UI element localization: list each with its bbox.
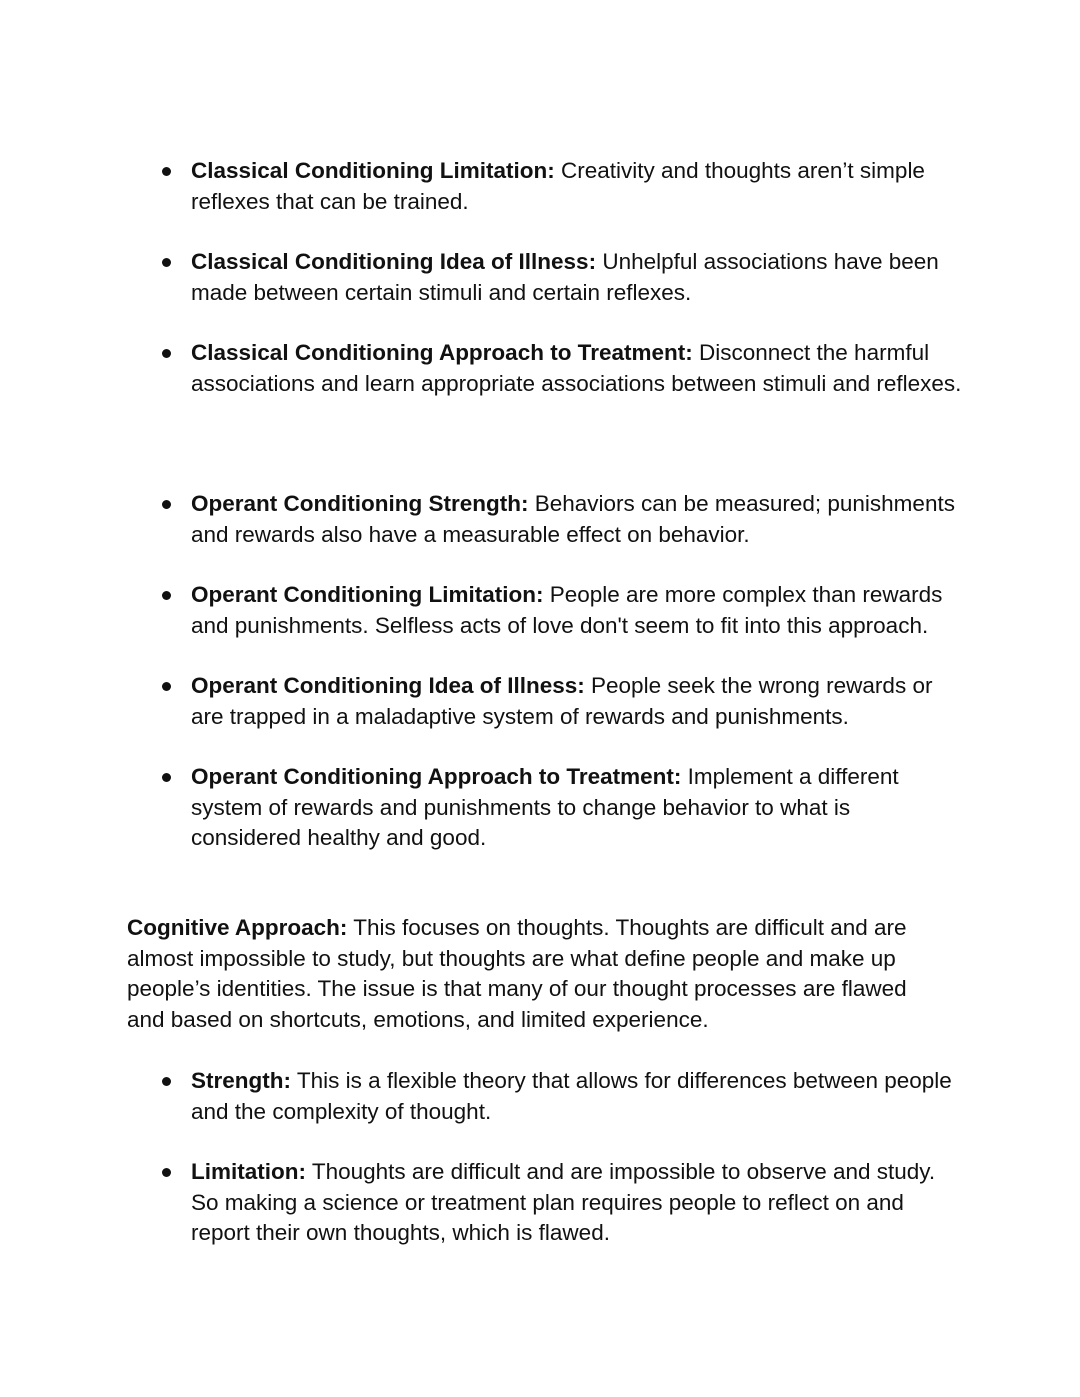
list-item — [162, 1157, 962, 1249]
bullet-icon — [162, 1168, 171, 1177]
list-item — [162, 580, 962, 641]
list-item — [162, 247, 962, 308]
item-text: This is a flexible theory that allows for differences between people and the complexity of thought. — [191, 1068, 952, 1124]
bullet-icon — [162, 500, 171, 509]
list-item — [162, 762, 962, 854]
list-item — [162, 338, 962, 399]
bullet-icon — [162, 773, 171, 782]
item-text: Disconnect the harmful associations and learn appropriate associations between stimuli and reflexes. — [191, 340, 962, 396]
item-text: Unhelpful associations have been made between certain stimuli and certain reflexes. — [191, 249, 939, 305]
paragraph-term: Cognitive Approach: — [127, 915, 348, 940]
list-item — [162, 1066, 962, 1127]
list-item — [162, 156, 962, 217]
bullet-icon — [162, 591, 171, 600]
item-text: People are more complex than rewards and punishments. Selfless acts of love don't seem to fit into this approach. — [191, 582, 943, 638]
list-item — [162, 671, 962, 732]
classical-conditioning-list — [162, 156, 962, 399]
item-term: Strength: — [191, 1068, 291, 1093]
item-term: Operant Conditioning Approach to Treatment: — [191, 764, 682, 789]
item-term: Operant Conditioning Idea of Illness: — [191, 673, 585, 698]
item-term: Classical Conditioning Idea of Illness: — [191, 249, 597, 274]
paragraph-text: This focuses on thoughts. Thoughts are difficult and are almost impossible to study, but thoughts are what define people and make up people’s identities. The issue is that many of our thought processes are flawed and based on shortcuts, emotions, and limited experience. — [127, 915, 907, 1032]
bullet-icon — [162, 1077, 171, 1086]
bullet-icon — [162, 167, 171, 176]
item-term: Limitation: — [191, 1159, 306, 1184]
item-text: Behaviors can be measured; punishments and rewards also have a measurable effect on behavior. — [191, 491, 955, 547]
item-text: Creativity and thoughts aren’t simple reflexes that can be trained. — [191, 158, 925, 214]
cognitive-list — [162, 1066, 962, 1249]
list-item — [162, 489, 962, 550]
operant-conditioning-list — [162, 489, 962, 854]
item-text: Implement a different system of rewards and punishments to change behavior to what is considered healthy and good. — [191, 764, 899, 850]
item-text: Thoughts are difficult and are impossible to observe and study. So making a science or treatment plan requires people to reflect on and report their own thoughts, which is flawed. — [191, 1159, 936, 1245]
item-text: People seek the wrong rewards or are trapped in a maladaptive system of rewards and punishments. — [191, 673, 933, 729]
bullet-icon — [162, 682, 171, 691]
bullet-icon — [162, 258, 171, 267]
item-term: Classical Conditioning Limitation: — [191, 158, 555, 183]
cognitive-approach-paragraph — [127, 913, 937, 1035]
item-term: Operant Conditioning Strength: — [191, 491, 529, 516]
item-term: Operant Conditioning Limitation: — [191, 582, 544, 607]
bullet-icon — [162, 349, 171, 358]
item-term: Classical Conditioning Approach to Treatment: — [191, 340, 693, 365]
